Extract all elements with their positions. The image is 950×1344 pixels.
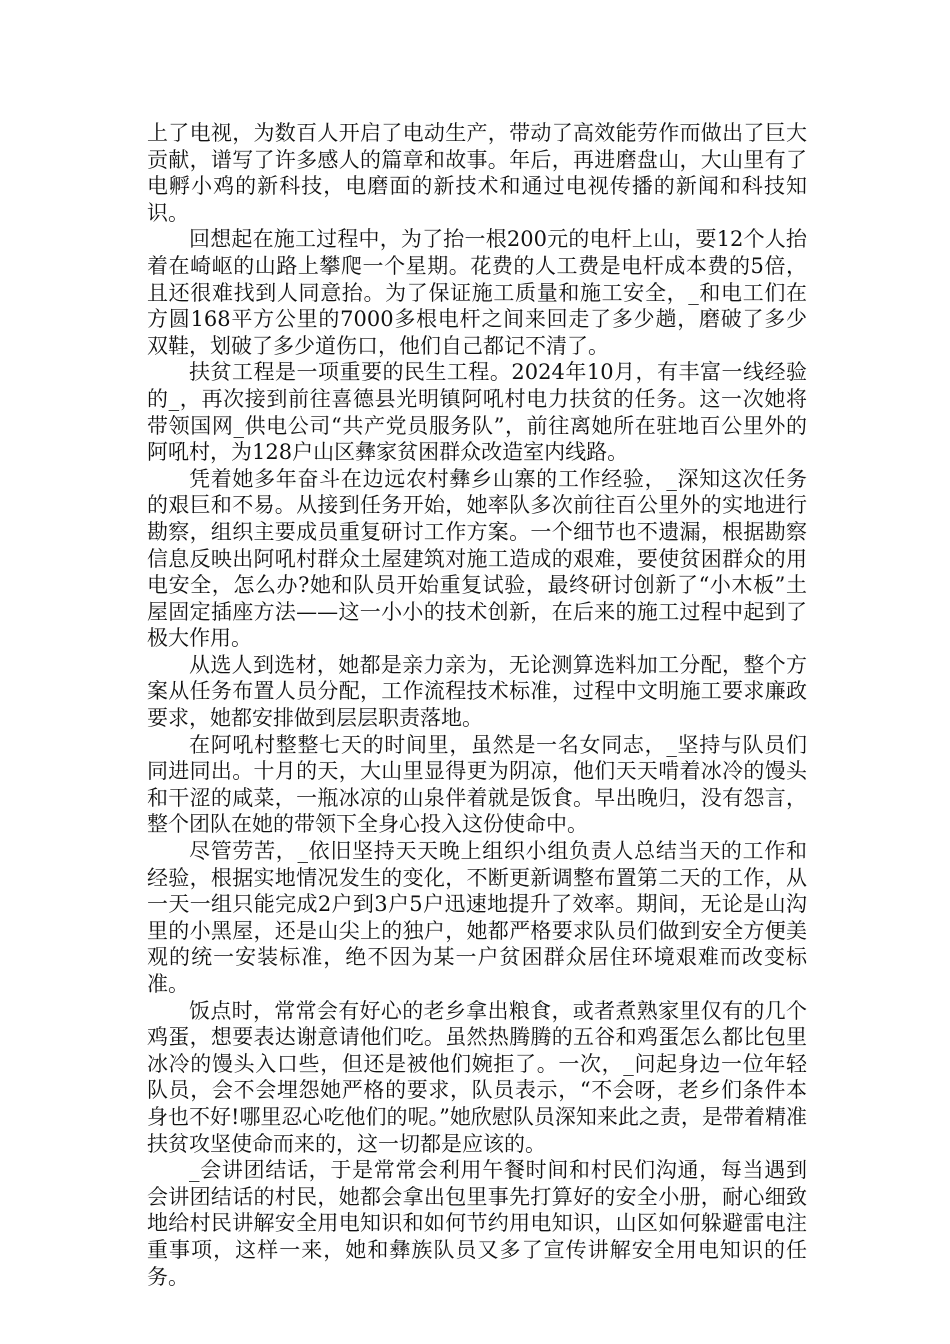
paragraph: 扶贫工程是一项重要的民生工程。2024年10月，有丰富一线经验的_，再次接到前往喜德县光明镇阿吼村电力扶贫的任务。这一次她将带领国网_供电公司“共产党员服务队”，前往离她所在驻地百公里外的阿吼村，为128户山区彝家贫困群众改造室内线路。: [147, 360, 807, 465]
paragraph: 在阿吼村整整七天的时间里，虽然是一名女同志，_坚持与队员们同进同出。十月的天，大山里显得更为阴凉，他们天天啃着冰冷的馒头和干涩的咸菜，一瓶冰凉的山泉伴着就是饭食。早出晚归，没有怨言，整个团队在她的带领下全身心投入这份使命中。: [147, 732, 807, 837]
paragraph: _会讲团结话，于是常常会利用午餐时间和村民们沟通，每当遇到会讲团结话的村民，她都会拿出包里事先打算好的安全小册，耐心细致地给村民讲解安全用电知识和如何节约用电知识，山区如何躲避雷电注重事项，这样一来，她和彝族队员又多了宣传讲解安全用电知识的任务。: [147, 1158, 807, 1289]
paragraph: 上了电视，为数百人开启了电动生产，带动了高效能劳作而做出了巨大贡献，谱写了许多感人的篇章和故事。年后，再进磨盘山，大山里有了电孵小鸡的新科技，电磨面的新技术和通过电视传播的新闻和科技知识。: [147, 121, 807, 225]
paragraph: 饭点时，常常会有好心的老乡拿出粮食，或者煮熟家里仅有的几个鸡蛋，想要表达谢意请他们吃。虽然热腾腾的五谷和鸡蛋怎么都比包里冰冷的馒头入口些，但还是被他们婉拒了。一次，_问起身边一位年轻队员，会不会埋怨她严格的要求，队员表示，“不会呀，老乡们条件本身也不好!哪里忍心吃他们的呢。”她欣慰队员深知来此之责，是带着精准扶贫攻坚使命而来的，这一切都是应该的。: [147, 998, 807, 1156]
paragraph: 尽管劳苦，_依旧坚持天天晚上组织小组负责人总结当天的工作和经验，根据实地情况发生的变化，不断更新调整布置第二天的工作，从一天一组只能完成2户到3户5户迅速地提升了效率。期间，无论是山沟里的小黑屋，还是山尖上的独户，她都严格要求队员们做到安全方便美观的统一安装标准，绝不因为某一户贫困群众居住环境艰难而改变标准。: [147, 839, 807, 996]
paragraph: 回想起在施工过程中，为了抬一根200元的电杆上山，要12个人抬着在崎岖的山路上攀爬一个星期。花费的人工费是电杆成本费的5倍，且还很难找到人同意抬。为了保证施工质量和施工安全，_和电工们在方圆168平方公里的7000多根电杆之间来回走了多少趟，磨破了多少双鞋，划破了多少道伤口，他们自己都记不清了。: [147, 227, 807, 358]
paragraph: 从选人到选材，她都是亲力亲为，无论测算选料加工分配，整个方案从任务布置人员分配，工作流程技术标准，过程中文明施工要求廉政要求，她都安排做到层层职责落地。: [147, 652, 807, 731]
paragraph: 凭着她多年奋斗在边远农村彝乡山寨的工作经验，_深知这次任务的艰巨和不易。从接到任务开始，她率队多次前往百公里外的实地进行勘察，组织主要成员重复研讨工作方案。一个细节也不遗漏，根据勘察信息反映出阿吼村群众土屋建筑对施工造成的艰难，要使贫困群众的用电安全，怎么办?她和队员开始重复试验，最终研讨创新了“小木板”土屋固定插座方法——这一小小的技术创新，在后来的施工过程中起到了极大作用。: [147, 466, 807, 651]
document-body: [147, 120, 807, 1290]
